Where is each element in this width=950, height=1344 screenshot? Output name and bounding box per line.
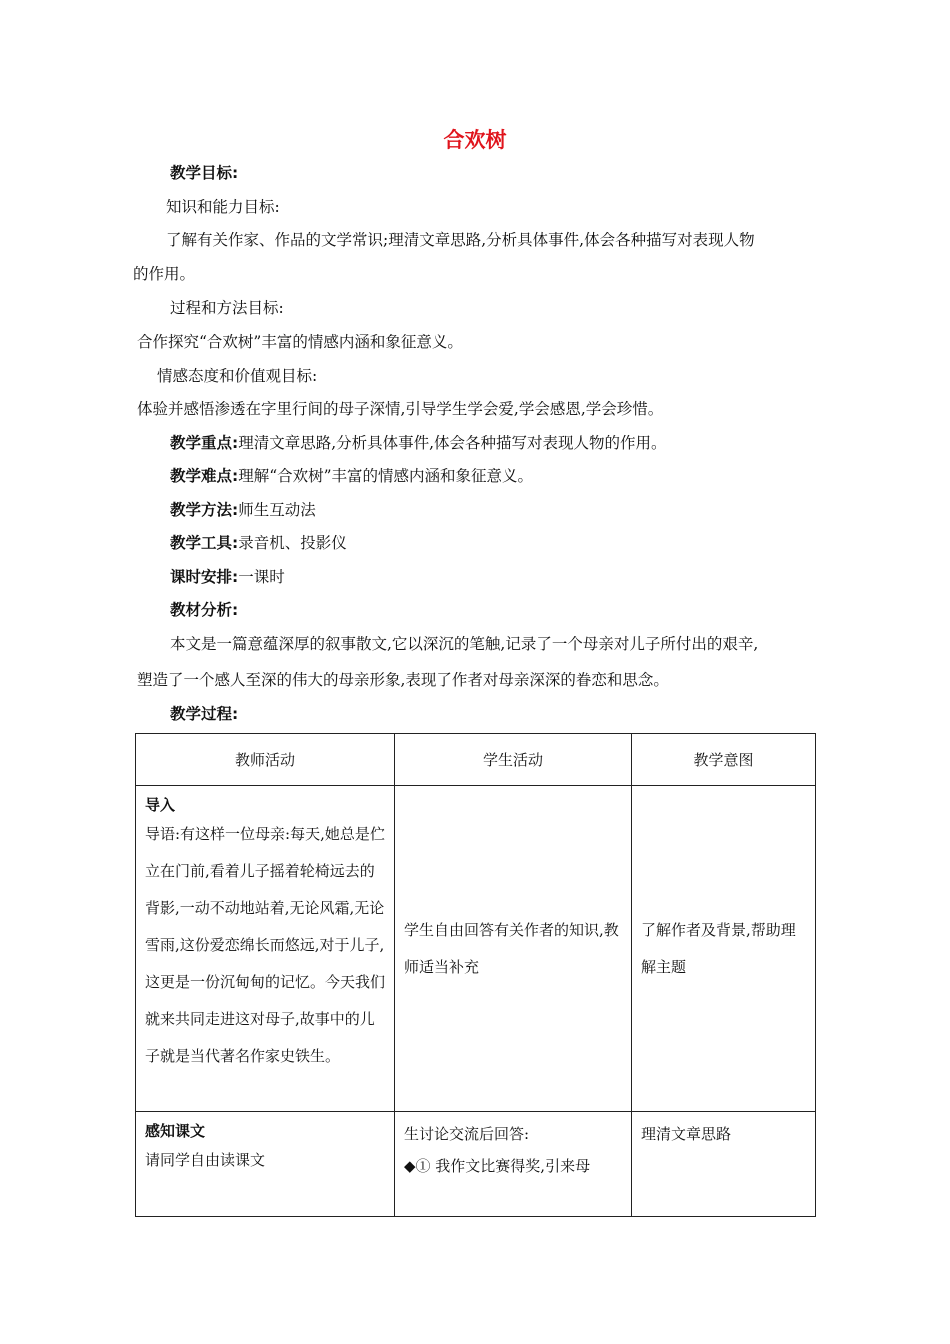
tools-text: 录音机、投影仪 xyxy=(238,534,347,552)
intent-text: 了解作者及背景,帮助理解主题 xyxy=(641,920,796,976)
intent-cell xyxy=(632,786,816,1112)
material-analysis-text-1: 本文是一篇意蕴深厚的叙事散文,它以深沉的笔触,记录了一个母亲对儿子所付出的艰辛, xyxy=(170,635,759,653)
student-activity-text-2: ◆① 我作文比赛得奖,引来母 xyxy=(404,1157,591,1175)
process-goal-text: 合作探究“合欢树”丰富的情感内涵和象征意义。 xyxy=(137,333,463,351)
schedule xyxy=(170,567,285,587)
knowledge-goal-text-2: 的作用。 xyxy=(133,265,196,283)
difficulties xyxy=(170,466,533,486)
section-heading-objectives: 教学目标: xyxy=(170,164,239,182)
table-row xyxy=(136,1112,816,1217)
schedule-label: 课时安排: xyxy=(170,568,239,586)
key-points-label: 教学重点: xyxy=(170,434,239,452)
tools-label: 教学工具: xyxy=(170,534,239,552)
difficulties-text: 理解“合欢树”丰富的情感内涵和象征意义。 xyxy=(238,467,534,485)
schedule-text: 一课时 xyxy=(238,568,285,586)
process-goal-label: 过程和方法目标: xyxy=(170,299,284,317)
column-header-student: 学生活动 xyxy=(395,734,632,786)
row-heading-perception: 感知课文 xyxy=(145,1122,206,1140)
process-heading: 教学过程: xyxy=(170,705,239,723)
student-activity-cell xyxy=(395,1112,632,1217)
method-text: 师生互动法 xyxy=(238,501,316,519)
teacher-activity-cell xyxy=(136,1112,395,1217)
teacher-activity-cell xyxy=(136,786,395,1112)
student-activity-text: 生讨论交流后回答: xyxy=(404,1125,530,1143)
tools xyxy=(170,533,347,553)
method-label: 教学方法: xyxy=(170,501,239,519)
page-title: 合欢树 xyxy=(443,128,507,152)
key-points xyxy=(170,433,667,453)
teaching-process-table xyxy=(135,733,816,1217)
intent-cell xyxy=(632,1112,816,1217)
material-analysis-heading: 教材分析: xyxy=(170,601,239,619)
column-header-teacher: 教师活动 xyxy=(136,734,395,786)
teacher-activity-text: 请同学自由读课文 xyxy=(145,1151,266,1169)
difficulties-label: 教学难点: xyxy=(170,467,239,485)
teacher-activity-text: 导语:有这样一位母亲:每天,她总是伫立在门前,看着儿子摇着轮椅远去的背影,一动不动地站着,无论风霜,无论雪雨,这份爱恋绵长而悠远,对于儿子,这更是一份沉甸甸的记忆。今天我们就来共同走进这对母子,故事中的儿子就是当代著名作家史铁生。 xyxy=(145,825,386,1065)
knowledge-goal-label: 知识和能力目标: xyxy=(166,198,280,216)
method xyxy=(170,500,316,520)
emotion-goal-text: 体验并感悟渗透在字里行间的母子深情,引导学生学会爱,学会感恩,学会珍惜。 xyxy=(137,400,664,418)
student-activity-text: 学生自由回答有关作者的知识,教师适当补充 xyxy=(404,920,619,976)
table-header-row xyxy=(136,734,816,786)
emotion-goal-label: 情感态度和价值观目标: xyxy=(157,367,318,385)
knowledge-goal-text-1: 了解有关作家、作品的文学常识;理清文章思路,分析具体事件,体会各种描写对表现人物 xyxy=(166,231,755,249)
student-activity-cell xyxy=(395,786,632,1112)
intent-text: 理清文章思路 xyxy=(641,1125,732,1143)
row-heading-intro: 导入 xyxy=(145,796,176,814)
table-row xyxy=(136,786,816,1112)
column-header-intent: 教学意图 xyxy=(632,734,816,786)
key-points-text: 理清文章思路,分析具体事件,体会各种描写对表现人物的作用。 xyxy=(238,434,667,452)
material-analysis-text-2: 塑造了一个感人至深的伟大的母亲形象,表现了作者对母亲深深的眷恋和思念。 xyxy=(137,671,669,689)
